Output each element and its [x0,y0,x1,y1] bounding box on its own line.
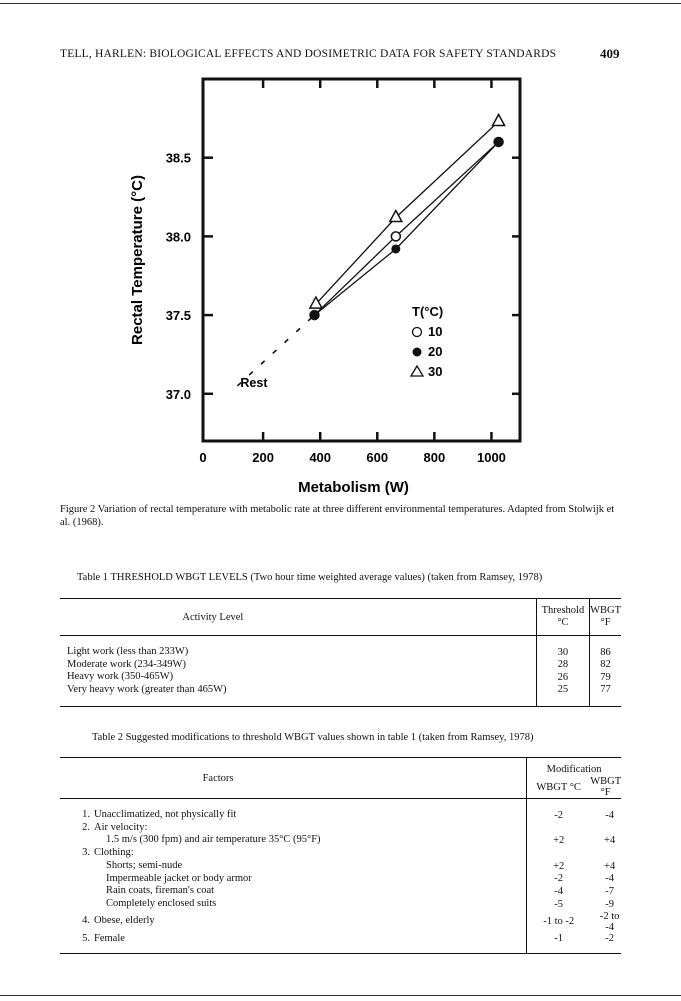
table-row [60,898,621,911]
factor-number: 3. [82,847,90,859]
wbgt-f-cell: 82 [600,659,611,671]
figure-chart [100,60,640,500]
modification-c-cell [527,822,591,835]
wbgt-f-cell: 86 [600,646,611,658]
x-tick-label: 200 [252,450,274,465]
factor-text: Rain coats, fireman's coat [106,885,215,897]
legend-marker-20 [413,348,422,357]
factor-text: Obese, elderly [94,915,155,927]
factor-cell [60,911,527,933]
series-line-30 [316,121,499,304]
threshold-c-cell: 26 [536,671,589,684]
activity-cell: Very heavy work (greater than 465W) [67,683,227,695]
x-tick-label: 600 [366,450,389,465]
y-tick-label: 38.5 [165,150,191,166]
modification-c-cell [527,847,591,860]
legend-marker-30 [411,366,423,376]
factor-text: Impermeable jacket or body armor [106,872,252,884]
modification-f-cell: -2 to -4 [599,910,620,933]
factor-text: Clothing: [94,847,134,859]
wbgt-f-cell: 79 [600,671,611,683]
table-row [60,860,621,873]
modification-c-cell: -1 [527,933,591,954]
series-line-10 [314,142,498,315]
x-tick-label: 400 [309,450,332,465]
x-tick-label: 800 [423,450,446,465]
factor-number: 2. [82,821,90,833]
table1 [60,598,621,707]
legend-label: 10 [428,324,443,339]
table-row [60,885,621,898]
factor-text: Female [94,932,125,944]
table-row [60,799,621,822]
factor-text: Shorts; semi-nude [106,859,183,871]
table-row [60,671,621,684]
y-tick-label: 38.0 [165,229,191,245]
activity-cell: Heavy work (350-465W) [67,671,174,682]
modification-c-cell: +2 [527,860,591,873]
factor-cell [60,799,527,822]
x-tick-label: 0 [199,450,207,465]
table1-title: Table 1 THRESHOLD WBGT LEVELS (Two hour time weighted average values) (taken from Ramsey, 1978) [77,572,543,583]
data-point-20 [391,244,400,253]
rest-label: Rest [240,375,268,390]
modification-f-cell [590,847,621,860]
modification-f-cell: -4 [605,809,614,821]
modification-f-cell [590,822,621,835]
threshold-c-cell: 28 [536,659,589,672]
wbgt-f-cell: 77 [600,684,611,696]
table-row [60,636,621,659]
modification-c-cell: -5 [527,898,591,911]
legend-title: T(°C) [412,304,444,319]
running-title: TELL, HARLEN: BIOLOGICAL EFFECTS AND DOSIMETRIC DATA FOR SAFETY STANDARDS [60,48,557,60]
table-row [60,873,621,886]
table-row [60,911,621,933]
factor-cell [60,933,527,954]
table2-header-c: WBGT °C [527,776,591,799]
page-number: 409 [600,46,620,61]
table2-header-f: WBGT °F [590,776,622,798]
y-tick-label: 37.0 [165,386,191,402]
table-row [60,684,621,707]
factor-number: 4. [82,915,90,927]
top-page-edge [0,3,681,4]
table2 [60,757,621,954]
figure-caption: Figure 2 Variation of rectal temperature with metabolic rate at three different environmental temperatures. Adapted from Stolwijk et al. (1968). [60,504,615,528]
y-tick-label: 37.5 [165,308,191,324]
legend-label: 20 [428,344,443,359]
table2-header-modification: Modification [527,758,621,777]
factor-number: 1. [82,809,90,820]
data-point-20 [494,137,503,146]
modification-f-cell: +4 [604,835,616,847]
bottom-page-edge [0,995,681,996]
data-point-10 [391,232,400,241]
y-axis-label: Rectal Temperature (°C) [129,175,146,345]
modification-c-cell: +2 [527,834,591,847]
legend-label: 30 [428,364,443,379]
table1-header-threshold: Threshold °C [536,599,589,636]
table-row [60,659,621,672]
table2-title: Table 2 Suggested modifications to threshold WBGT values shown in table 1 (taken from Ramsey, 1978) [92,732,534,743]
table-row [60,822,621,835]
threshold-c-cell: 25 [536,684,589,707]
modification-f-cell: -7 [605,886,614,898]
modification-f-cell: -4 [605,873,614,885]
factor-cell [60,847,527,860]
data-point-30 [493,114,505,125]
factor-cell [60,873,527,886]
modification-c-cell: -4 [527,885,591,898]
factor-cell [60,834,527,847]
factor-cell [60,822,527,835]
threshold-c-cell: 30 [536,636,589,659]
modification-c-cell: -2 [527,799,591,822]
factor-text: 1.5 m/s (300 fpm) and air temperature 35°C (95°F) [106,834,321,846]
table-row [60,933,621,954]
data-point-20 [310,311,319,320]
data-point-30 [390,211,402,222]
modification-c-cell: -1 to -2 [527,911,591,933]
factor-text: Air velocity: [94,821,148,833]
table1-header-wbgt: WBGT °F [590,605,621,628]
modification-c-cell: -2 [527,873,591,886]
factor-cell [60,898,527,911]
x-axis-label: Metabolism (W) [298,479,409,496]
table1-header-activity: Activity Level [182,611,244,623]
factor-number: 5. [82,932,90,944]
x-tick-label: 1000 [476,450,506,465]
factor-text: Unacclimatized, not physically fit [94,809,237,820]
modification-f-cell: -2 [605,933,614,945]
activity-cell: Light work (less than 233W) [67,646,189,657]
factor-cell [60,860,527,873]
factor-cell [60,885,527,898]
factor-text: Completely enclosed suits [106,897,217,909]
modification-f-cell: +4 [604,860,616,872]
legend-marker-10 [413,328,422,337]
modification-f-cell: -9 [605,898,614,910]
table2-header-factors: Factors [60,758,527,799]
table-row [60,847,621,860]
table-row [60,834,621,847]
activity-cell: Moderate work (234-349W) [67,658,186,670]
